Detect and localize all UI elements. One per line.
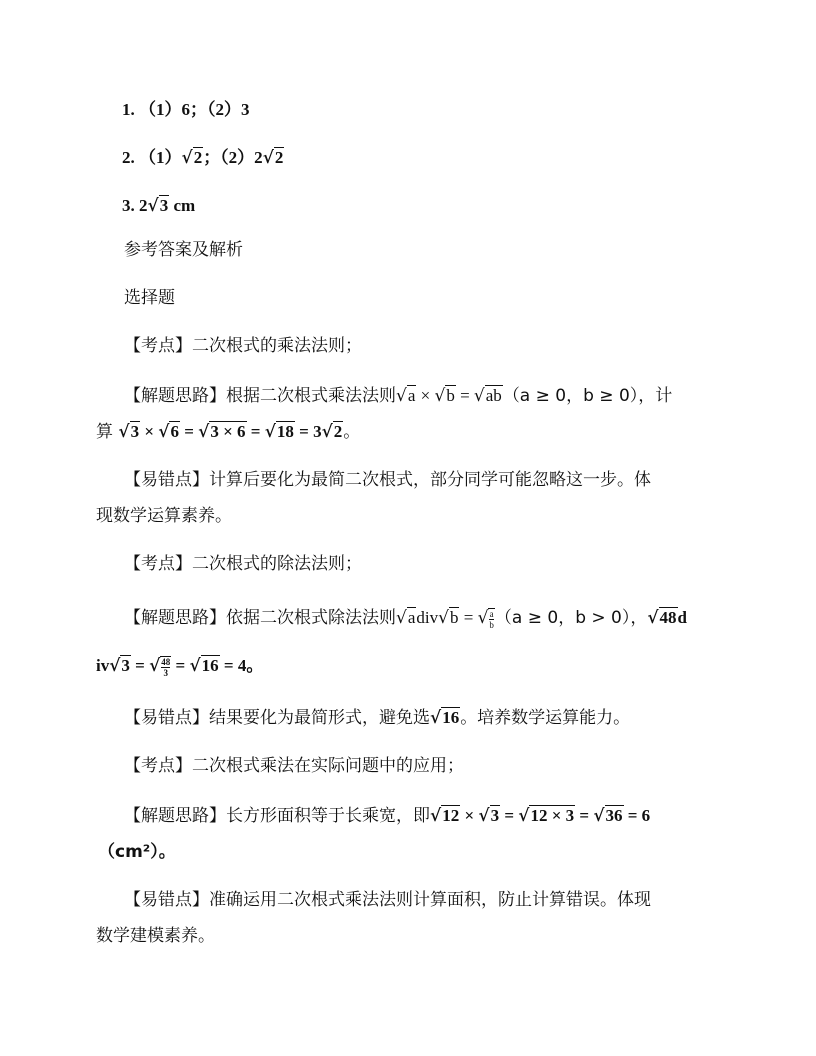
sqrt-symbol: √3	[109, 656, 130, 676]
sqrt-symbol: √2	[321, 422, 343, 442]
answer-2-mid: ；（2）2	[203, 148, 263, 167]
sqrt-symbol: √ab	[473, 386, 502, 406]
sqrt-symbol: √a	[396, 608, 416, 628]
sqrt-symbol: √36	[593, 806, 623, 826]
sqrt-symbol: √a	[396, 386, 416, 406]
sqrt-symbol: √2	[181, 148, 203, 168]
sqrt-symbol: √2	[262, 148, 284, 168]
sqrt-symbol: √12 × 3	[518, 806, 575, 826]
sqrt-symbol: √3	[118, 422, 140, 442]
sqrt-symbol: √3	[147, 196, 169, 216]
q2-yicuo: 【易错点】结果要化为最简形式，避免选√16。培养数学运算能力。	[124, 708, 631, 728]
q3-yicuo-line1: 【易错点】准确运用二次根式乘法法则计算面积，防止计算错误。体现	[124, 890, 651, 910]
sqrt-symbol: √b	[434, 386, 455, 406]
q3-unit-line: （cm²）。	[98, 842, 176, 862]
q2-silu-line1: 【解题思路】依据二次根式除法法则√adiv√b = √ $\frac{a}{b}$ （a ≥ 0，b > 0），√48d	[124, 608, 688, 631]
sqrt-symbol: √16	[189, 656, 219, 676]
sqrt-fraction: √ $\frac{a}{b}$	[477, 608, 494, 631]
sqrt-symbol: √6	[158, 422, 179, 442]
section-subtitle: 选择题	[124, 288, 175, 308]
q1-yicuo-line2: 现数学运算素养。	[96, 506, 232, 526]
sqrt-symbol: √48	[647, 608, 677, 628]
sqrt-symbol: √b	[438, 608, 459, 628]
q1-silu-line2: 算 √3 × √6 = √3 × 6 = √18 = 3√2。	[96, 422, 361, 442]
sqrt-symbol: √12	[430, 806, 460, 826]
q1-yicuo-line1: 【易错点】计算后要化为最简二次根式，部分同学可能忽略这一步。体	[124, 470, 651, 490]
q3-silu-line1: 【解题思路】长方形面积等于长乘宽，即√12 × √3 = √12 × 3 = √36 = 6	[124, 806, 651, 826]
sqrt-symbol: √18	[264, 422, 294, 442]
sqrt-symbol: √3	[478, 806, 500, 826]
q1-silu-line1: 【解题思路】根据二次根式乘法法则√a × √b = √ab（a ≥ 0，b ≥ 0），计	[124, 386, 673, 406]
q2-silu-line2: iv√3 = √ $\frac{48}{3}$ = √16 = 4。	[96, 656, 264, 679]
answer-3: 3. 2√3 cm	[122, 196, 196, 216]
sqrt-symbol: √3 × 6	[198, 422, 246, 442]
answer-1	[122, 98, 250, 122]
sqrt-symbol: √16	[430, 708, 460, 728]
answer-1-text: 1. （1）6；（2）3	[122, 100, 250, 119]
answer-2-prefix: 2. （1）	[122, 148, 182, 167]
q3-kaodian: 【考点】二次根式乘法在实际问题中的应用；	[124, 756, 464, 776]
sqrt-fraction: √ $\frac{48}{3}$	[149, 656, 171, 679]
q2-kaodian: 【考点】二次根式的除法法则；	[124, 554, 362, 574]
section-title: 参考答案及解析	[124, 240, 243, 260]
answer-2	[122, 146, 284, 170]
q3-yicuo-line2: 数学建模素养。	[96, 926, 215, 946]
q1-kaodian: 【考点】二次根式的乘法法则；	[124, 336, 362, 356]
